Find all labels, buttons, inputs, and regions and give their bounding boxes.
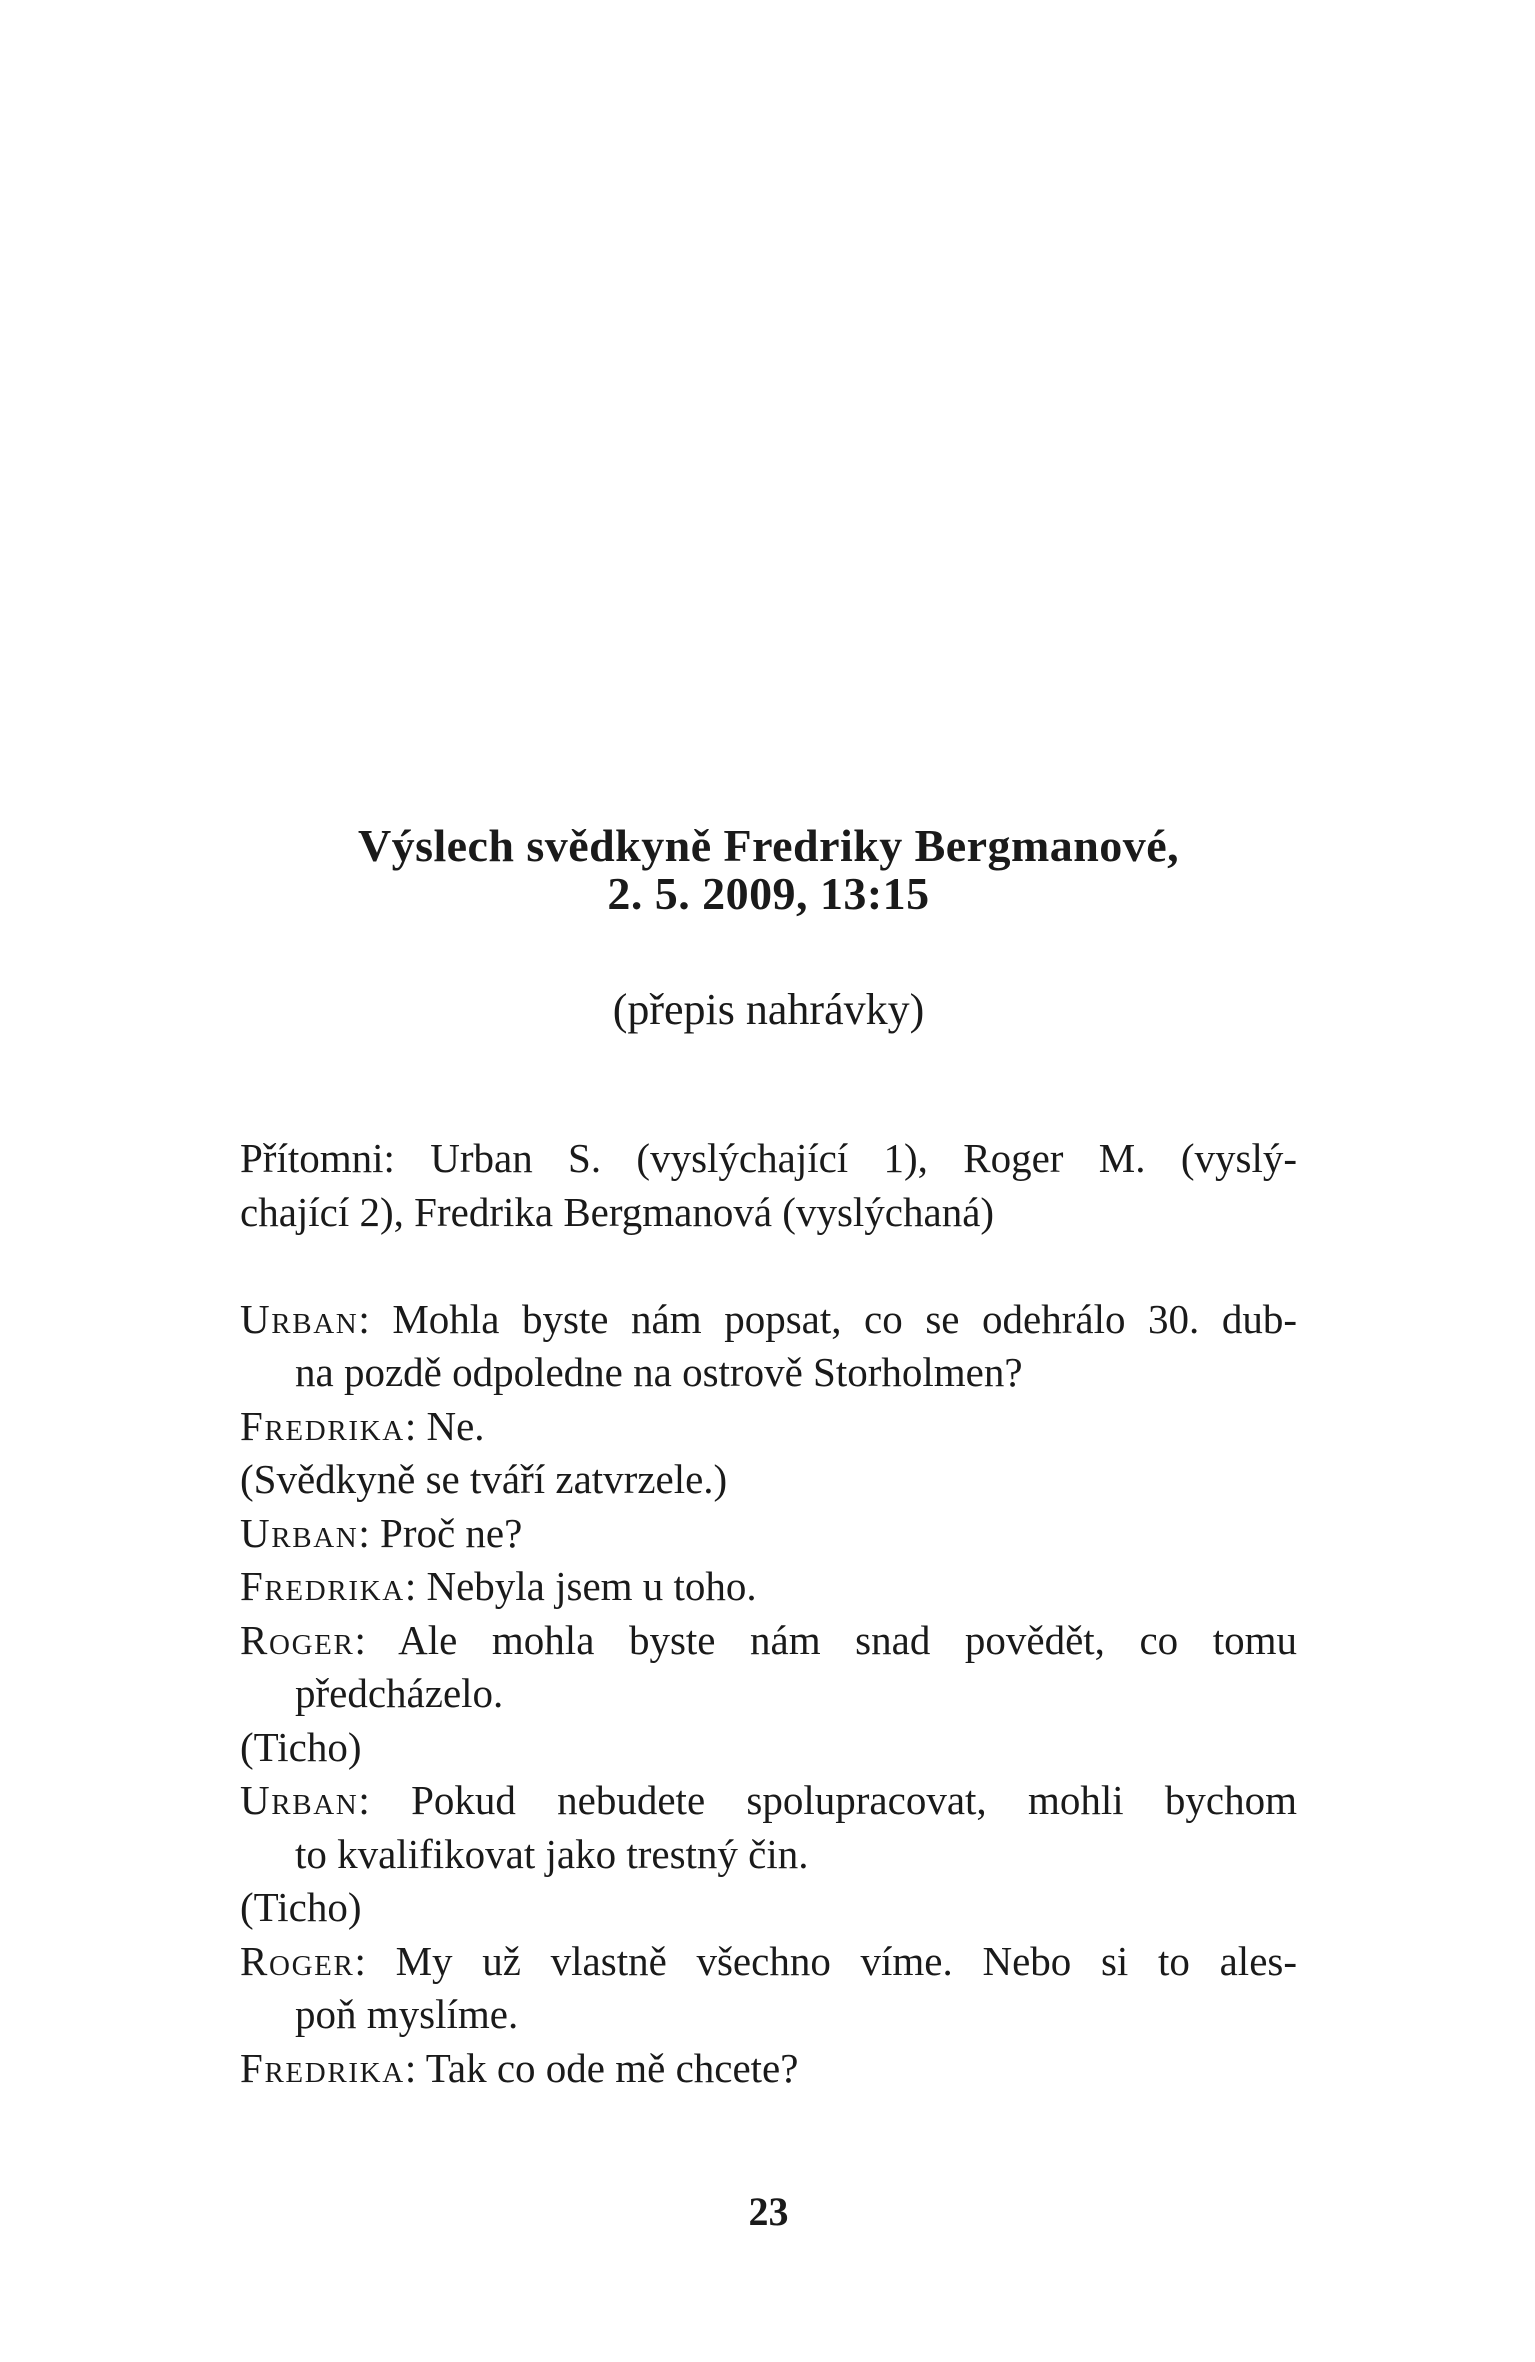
- speaker-name: Fredrika: [240, 2044, 405, 2091]
- transcript-line: [240, 1507, 1297, 1561]
- heading-date-line: 2. 5. 2009, 13:15: [607, 868, 930, 919]
- transcript-line: [240, 1346, 1297, 1400]
- transcript-line: [240, 1400, 1297, 1454]
- dialogue-text: : My už vlastně všechno víme. Nebo si to ales-: [354, 1937, 1297, 1984]
- dialogue-text: poň myslíme.: [295, 1991, 519, 2037]
- chapter-heading: [240, 822, 1297, 918]
- speaker-name: Roger: [240, 1937, 355, 1984]
- transcript-line: [240, 1935, 1297, 1989]
- transcript-line: [240, 1828, 1297, 1882]
- stage-direction: (Ticho): [240, 1723, 362, 1770]
- transcript-line: [240, 1293, 1297, 1347]
- transcript-line: [240, 1988, 1297, 2042]
- speaker-name: Fredrika: [240, 1402, 405, 1449]
- transcript-body: [240, 1132, 1297, 2095]
- dialogue-text: : Mohla byste nám popsat, co se odehrálo 30. dub-: [358, 1295, 1297, 1342]
- speaker-name: Urban: [240, 1509, 359, 1556]
- heading-title-line: Výslech svědkyně Fredriky Bergmanové,: [357, 820, 1180, 871]
- transcript-line: [240, 1774, 1297, 1828]
- dialogue-text: : Proč ne?: [358, 1509, 523, 1556]
- transcript-line: [240, 1721, 1297, 1775]
- speaker-name: Fredrika: [240, 1563, 405, 1609]
- transcript-line: [240, 1560, 1297, 1614]
- subtitle: (přepis nahrávky): [612, 985, 925, 1034]
- dialogue-text: : Ale mohla byste nám snad povědět, co tomu: [354, 1616, 1297, 1663]
- stage-direction: (Ticho): [240, 1884, 362, 1930]
- transcript-line: [240, 1614, 1297, 1668]
- dialogue-text: : Ne.: [404, 1402, 485, 1449]
- transcript-line: [240, 1453, 1297, 1507]
- dialogue-text: předcházelo.: [295, 1670, 504, 1716]
- dialogue-text: : Nebyla jsem u toho.: [404, 1563, 757, 1609]
- speaker-name: Roger: [240, 1616, 355, 1663]
- speaker-name: Urban: [240, 1295, 359, 1342]
- intro-line: chající 2), Fredrika Bergmanová (vyslýchaná): [240, 1188, 995, 1235]
- dialogue-text: na pozdě odpoledne na ostrově Storholmen?: [295, 1349, 1023, 1395]
- stage-direction: (Svědkyně se tváří zatvrzele.): [240, 1456, 728, 1502]
- dialogue-text: : Pokud nebudete spolupracovat, mohli bychom: [358, 1777, 1297, 1823]
- transcript-line: [240, 1667, 1297, 1721]
- transcript-line: [240, 2042, 1297, 2096]
- page-number: 23: [748, 2189, 789, 2234]
- transcript-line: [240, 1881, 1297, 1935]
- intro-line: Přítomni: Urban S. (vyslýchající 1), Roger M. (vyslý-: [240, 1135, 1297, 1181]
- speaker-name: Urban: [240, 1777, 359, 1823]
- dialogue-text: to kvalifikovat jako trestný čin.: [295, 1830, 809, 1877]
- dialogue-text: : Tak co ode mě chcete?: [404, 2044, 799, 2091]
